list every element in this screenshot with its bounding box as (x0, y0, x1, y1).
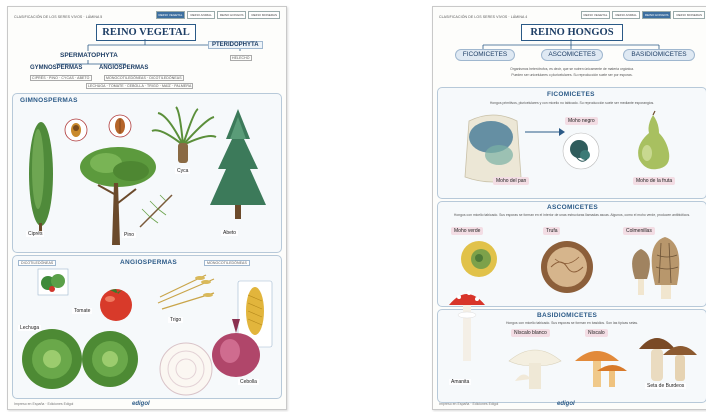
intro-text-1: Organismos heterótrofos, es decir, que se nutren únicamente de materia orgánica. (510, 67, 634, 71)
tab-reino-moneras: REINO MONERAS (673, 11, 705, 19)
section-title-angiospermas: ANGIOSPERMAS (120, 259, 178, 266)
pera-illustration (633, 111, 673, 171)
monocot-heading: MONOCOTILEDÓNEAS (204, 260, 250, 266)
label-trigo: Trigo (170, 317, 182, 323)
label-moho-negro: Moho negro (565, 117, 598, 125)
trigo-illustration (156, 273, 216, 317)
moho-negro-illustration (561, 131, 601, 171)
label-moho-verde: Moho verde (451, 227, 483, 235)
label-moho-fruta: Moho de la fruta (633, 177, 675, 185)
section-title-ficomicetes: FICOMICETES (547, 91, 595, 98)
label-moho-pan: Moho del pan (493, 177, 529, 185)
dicot-heading: DICOTILEDÓNEAS (18, 260, 56, 266)
label-abeto: Abeto (223, 230, 237, 236)
tab-reino-hongos: REINO HONGOS (217, 11, 247, 19)
node-angiospermas: ANGIOSPERMAS (99, 65, 149, 71)
escama-pina-icon (108, 111, 132, 141)
page-title: REINO HONGOS (521, 24, 623, 41)
edigol-logo: edigol (557, 401, 575, 407)
label-cebolla: Cebolla (240, 379, 257, 385)
tab-reino-moneras: REINO MONERAS (248, 11, 280, 19)
basidiomicetes-description: Hongos con micelio tabicado. Sus esporas se forman en basidios. Son las típicas setas. (505, 321, 639, 325)
tab-reino-vegetal: REINO VEGETAL (156, 11, 186, 19)
node-basidiomicetes: BASIDIOMICETES (623, 49, 695, 61)
label-seta-burdeos: Seta de Burdeos (647, 383, 685, 389)
ascomicetes-description: Hongos con micelio tabicado. Sus esporas se forman en el interior de unas estructuras llamadas ascas. Algunos, como el moho verde, producen antibióticos. (453, 213, 691, 217)
niscalo-illustration (573, 341, 629, 391)
semilla-pina-icon (64, 117, 88, 147)
edigol-logo: edigol (132, 401, 150, 407)
poster-header: CLASIFICACIÓN DE LOS SERES VIVOS · LÁMINA 5 (14, 15, 103, 19)
ficomicetes-description: Hongos primitivos, pluricelulares y con micelio no tabicado. Su reproducción suele ser mediante esporangios. (489, 101, 655, 105)
tomate-illustration (96, 285, 136, 321)
moho-verde-illustration (459, 239, 499, 279)
label-trufa: Trufa (543, 227, 560, 235)
seta-burdeos-illustration (637, 327, 697, 387)
section-title-ascomicetes: ASCOMICETES (547, 204, 598, 211)
angio-examples-1: MONOCOTILEDÓNEAS · DICOTILEDÓNEAS (106, 76, 182, 80)
section-title-gimnospermas: GIMNOSPERMAS (20, 97, 78, 104)
pterido-examples: HELECHO (232, 56, 250, 60)
amanita-illustration (447, 287, 487, 365)
label-cipres: Ciprés (28, 231, 43, 237)
cebolla-illustration (158, 319, 268, 399)
label-tomate: Tomate (74, 308, 91, 314)
node-gymnospermas: GYMNOSPERMAS (30, 65, 83, 71)
arrow-icon (525, 125, 565, 139)
tab-reino-animal: REINO ANIMAL (612, 11, 639, 19)
node-ficomicetes: FICOMICETES (455, 49, 515, 61)
pine-branch-illustration (136, 191, 176, 231)
poster-reino-vegetal (7, 6, 287, 410)
label-niscalo-blanco: Níscalo blanco (511, 329, 550, 337)
poster-reino-hongos (432, 6, 706, 410)
poster-footer: Impreso en España · Ediciones Edigol (14, 402, 74, 406)
abeto-illustration (206, 109, 270, 239)
poster-header: CLASIFICACIÓN DE LOS SERES VIVOS · LÁMINA 4 (439, 15, 528, 19)
moho-pan-illustration (461, 111, 525, 187)
section-title-basidiomicetes: BASIDIOMICETES (537, 312, 598, 319)
poster-footer: Impreso en España · Ediciones Edigol (439, 402, 499, 406)
label-colmenillas: Colmenillas (623, 227, 655, 235)
node-pteridophyta: PTERIDOPHYTA (208, 41, 263, 49)
tab-reino-vegetal: REINO VEGETAL (581, 11, 611, 19)
label-lechuga: Lechuga (20, 325, 40, 331)
label-amanita: Amanita (451, 379, 470, 385)
tomato-seeds-illustration (38, 269, 68, 295)
node-ascomicetes: ASCOMICETES (541, 49, 603, 61)
label-pino: Pino (124, 232, 135, 238)
tab-reino-hongos: REINO HONGOS (642, 11, 672, 19)
angio-examples-2: LECHUGA · TOMATE · CEBOLLA · TRIGO · MAÍZ · PALMERA (88, 84, 192, 88)
label-niscalo: Níscalo (585, 329, 608, 337)
tab-reino-animal: REINO ANIMAL (187, 11, 214, 19)
page-title: REINO VEGETAL (96, 24, 196, 41)
gymno-examples: CIPRÉS · PINO · CYCAS · ABETO (32, 76, 90, 80)
node-spermatophyta: SPERMATOPHYTA (60, 52, 118, 59)
trufa-illustration (539, 239, 595, 295)
cipres-illustration (26, 119, 56, 239)
intro-text-2: Pueden ser unicelulares o pluricelulares. Su reproducción suele ser por esporas. (511, 73, 633, 77)
niscalo-blanco-illustration (505, 343, 565, 393)
colmenillas-illustration (621, 235, 691, 301)
label-cyca: Cyca (177, 168, 189, 174)
